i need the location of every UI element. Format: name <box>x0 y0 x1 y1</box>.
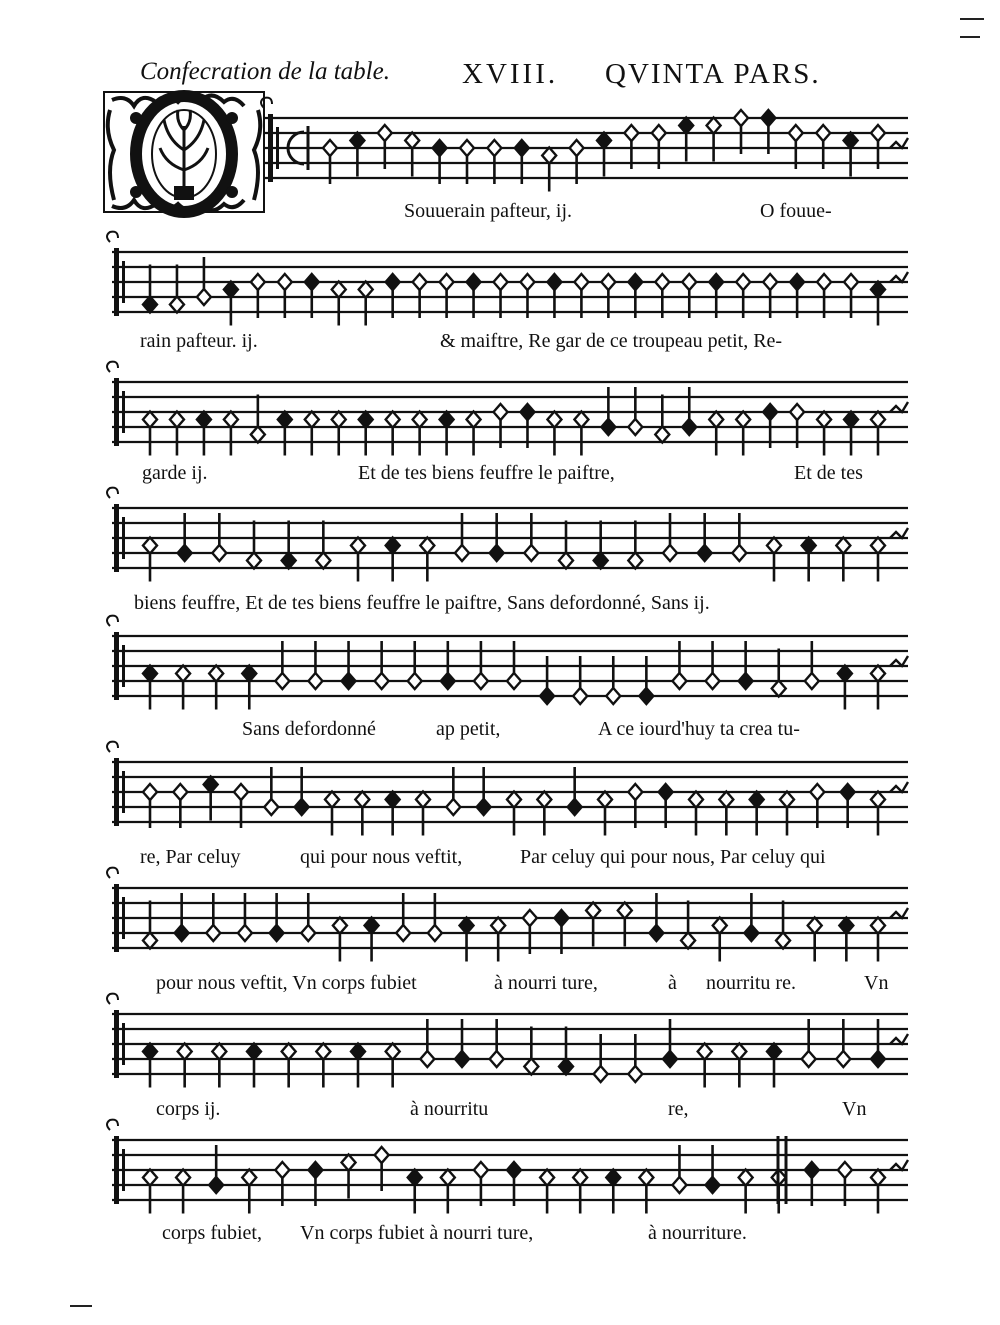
lyric-text: O fouue- <box>760 200 832 222</box>
note <box>247 521 261 569</box>
page-edge-mark <box>70 1305 92 1307</box>
lyric-text: & maiftre, Re gar de ce troupeau petit, Re- <box>440 330 783 352</box>
note <box>507 792 521 836</box>
note <box>325 792 339 836</box>
c-clef <box>107 1120 125 1204</box>
custos <box>890 528 908 538</box>
note <box>441 1170 455 1214</box>
note <box>618 903 632 947</box>
note <box>540 1170 554 1214</box>
staff-system <box>107 742 908 836</box>
staff-system <box>107 868 908 962</box>
decorated-initial-o <box>104 92 264 212</box>
note <box>405 133 419 177</box>
note <box>767 538 781 582</box>
note <box>586 903 600 947</box>
staff-system <box>107 232 908 326</box>
note <box>332 412 346 456</box>
note <box>143 666 157 710</box>
lyric-text: garde ij. <box>142 462 208 484</box>
note <box>467 412 481 456</box>
note <box>282 1044 296 1088</box>
note <box>350 133 364 177</box>
note <box>871 538 885 582</box>
note <box>713 918 727 962</box>
header-title: Confecration de la table. <box>140 58 390 85</box>
note <box>176 666 190 710</box>
note <box>524 1027 538 1075</box>
note <box>305 412 319 456</box>
custos <box>890 1160 908 1170</box>
note <box>689 792 703 836</box>
custos <box>890 908 908 918</box>
lyric-text: Vn corps fubiet à nourri ture, <box>300 1222 534 1244</box>
note <box>316 521 330 569</box>
lyric-text: qui pour nous veftit, <box>300 846 463 868</box>
note <box>282 521 296 569</box>
custos <box>890 402 908 412</box>
note <box>224 282 238 326</box>
note <box>351 1044 365 1088</box>
note <box>278 412 292 456</box>
staff-system <box>107 616 908 710</box>
note <box>224 412 238 456</box>
lyric-text: Sans defordonné <box>242 718 376 740</box>
lyric-text: corps ij. <box>156 1098 221 1120</box>
note <box>359 282 373 326</box>
note <box>342 1155 356 1199</box>
lyric-text: biens feuffre, Et de tes biens feuffre le paiftre, Sans defordonné, Sans ij. <box>134 592 710 614</box>
note <box>772 649 786 697</box>
note <box>871 282 885 326</box>
note <box>871 792 885 836</box>
custos <box>890 272 908 282</box>
note <box>204 777 218 821</box>
c-clef <box>107 616 125 700</box>
note <box>365 918 379 962</box>
note <box>709 412 723 456</box>
note <box>416 792 430 836</box>
note <box>537 792 551 836</box>
note <box>628 521 642 569</box>
note <box>408 1170 422 1214</box>
note <box>413 412 427 456</box>
note <box>776 901 790 949</box>
lyric-text: Et de tes biens feuffre le paiftre, <box>358 462 615 484</box>
lyric-text: ap petit, <box>436 718 501 740</box>
note <box>355 792 369 836</box>
note <box>491 918 505 962</box>
note <box>639 1170 653 1214</box>
note <box>736 412 750 456</box>
note <box>251 395 265 443</box>
lyric-text: re, <box>668 1098 689 1120</box>
header-number: XVIII. <box>462 58 559 90</box>
note <box>460 918 474 962</box>
note <box>351 538 365 582</box>
note <box>242 1170 256 1214</box>
note <box>143 412 157 456</box>
note <box>594 521 608 569</box>
note <box>606 1170 620 1214</box>
note <box>698 1044 712 1088</box>
note <box>420 538 434 582</box>
note <box>386 538 400 582</box>
note <box>817 412 831 456</box>
note <box>386 412 400 456</box>
staff-system <box>107 994 908 1088</box>
lyric-text: Souuerain pafteur, ij. <box>404 200 573 222</box>
note <box>836 538 850 582</box>
custos <box>890 782 908 792</box>
note <box>573 1170 587 1214</box>
note <box>209 666 223 710</box>
note <box>750 792 764 836</box>
note <box>732 1044 746 1088</box>
note <box>176 1170 190 1214</box>
note <box>838 666 852 710</box>
note <box>574 412 588 456</box>
note <box>871 1170 885 1214</box>
page-edge-mark <box>960 18 984 20</box>
lyric-text: pour nous veftit, Vn corps fubiet <box>156 972 417 994</box>
note <box>143 1170 157 1214</box>
custos <box>890 656 908 666</box>
note <box>440 412 454 456</box>
note <box>681 901 695 949</box>
note <box>333 918 347 962</box>
custos <box>890 138 908 148</box>
note <box>386 792 400 836</box>
note <box>655 395 669 443</box>
note <box>597 133 611 177</box>
note <box>143 901 157 949</box>
lyric-text: rain pafteur. ij. <box>140 330 258 352</box>
note <box>316 1044 330 1088</box>
note <box>547 412 561 456</box>
note <box>212 1044 226 1088</box>
note <box>559 521 573 569</box>
note <box>143 265 157 313</box>
note <box>844 412 858 456</box>
note <box>359 412 373 456</box>
note <box>808 918 822 962</box>
lyric-text: Vn <box>864 972 889 994</box>
staff-system <box>107 1120 908 1214</box>
note <box>871 918 885 962</box>
c-clef <box>107 232 125 316</box>
lyric-text: Par celuy qui pour nous, Par celuy qui <box>520 846 826 868</box>
lyric-text: à nourriture. <box>648 1222 747 1244</box>
lyric-text: A ce iourd'huy ta crea tu- <box>598 718 800 740</box>
note <box>170 412 184 456</box>
c-clef <box>107 488 125 572</box>
note <box>170 265 184 313</box>
note <box>802 538 816 582</box>
note <box>739 1170 753 1214</box>
note <box>143 1044 157 1088</box>
note <box>178 1044 192 1088</box>
note <box>844 133 858 177</box>
c-clef <box>107 362 125 446</box>
note <box>197 412 211 456</box>
lyric-text: corps fubiet, <box>162 1222 262 1244</box>
note <box>598 792 612 836</box>
lyric-text: Vn <box>842 1098 867 1120</box>
c-clef <box>107 742 125 826</box>
custos <box>890 1034 908 1044</box>
staff-system <box>107 362 908 456</box>
lyric-text: à nourri ture, <box>494 972 598 994</box>
note <box>719 792 733 836</box>
lyric-text: nourritu re. <box>706 972 796 994</box>
note <box>839 918 853 962</box>
note <box>386 1044 400 1088</box>
lyric-text: à nourritu <box>410 1098 489 1120</box>
staff-system <box>261 98 908 192</box>
note <box>780 792 794 836</box>
note <box>767 1044 781 1088</box>
note <box>679 118 693 162</box>
lyric-text: Et de tes <box>794 462 863 484</box>
note <box>332 282 346 326</box>
lyric-text: re, Par celuy <box>140 846 241 868</box>
note <box>247 1044 261 1088</box>
note <box>559 1027 573 1075</box>
header-voice-part: QVINTA PARS. <box>605 58 821 90</box>
note <box>542 148 556 192</box>
staff-system <box>107 488 908 582</box>
lyric-text: à <box>668 972 677 994</box>
note <box>871 412 885 456</box>
note <box>871 666 885 710</box>
c-clef <box>107 994 125 1078</box>
c-clef <box>107 868 125 952</box>
note <box>707 118 721 162</box>
note <box>242 666 256 710</box>
page-edge-mark <box>960 36 980 38</box>
note <box>143 538 157 582</box>
